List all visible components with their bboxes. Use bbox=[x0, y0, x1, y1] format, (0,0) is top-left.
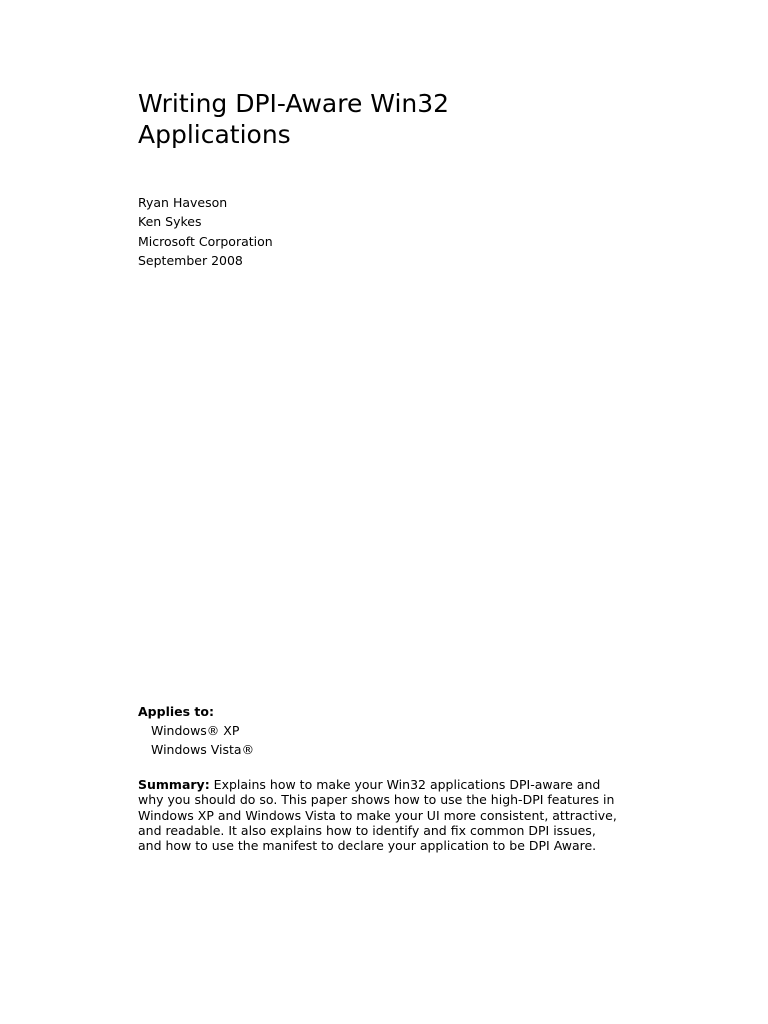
summary-line: and how to use the manifest to declare your application to be DPI Aware. bbox=[138, 838, 597, 854]
author-block bbox=[138, 193, 273, 270]
summary-paragraph bbox=[138, 777, 638, 853]
summary-label: Summary: bbox=[138, 777, 210, 792]
applies-to-section bbox=[138, 702, 254, 759]
publication-date: September 2008 bbox=[138, 252, 243, 268]
applies-to-heading: Applies to: bbox=[138, 704, 214, 719]
summary-line bbox=[138, 777, 638, 792]
title-line: Writing DPI-Aware Win32 bbox=[138, 89, 450, 118]
organization: Microsoft Corporation bbox=[138, 233, 273, 249]
title-line: Applications bbox=[138, 120, 291, 149]
author-name: Ken Sykes bbox=[138, 214, 202, 230]
applies-to-item: Windows Vista® bbox=[151, 742, 255, 757]
summary-line: Windows XP and Windows Vista to make your UI more consistent, attractive, bbox=[138, 807, 617, 823]
summary-line: and readable. It also explains how to identify and fix common DPI issues, bbox=[138, 822, 596, 838]
summary-line: why you should do so. This paper shows how to use the high-DPI features in bbox=[138, 792, 615, 808]
author-name: Ryan Haveson bbox=[138, 195, 228, 210]
document-title bbox=[138, 88, 658, 150]
applies-to-item: Windows® XP bbox=[151, 723, 240, 738]
summary-text: Explains how to make your Win32 applications DPI-aware and bbox=[209, 777, 601, 792]
